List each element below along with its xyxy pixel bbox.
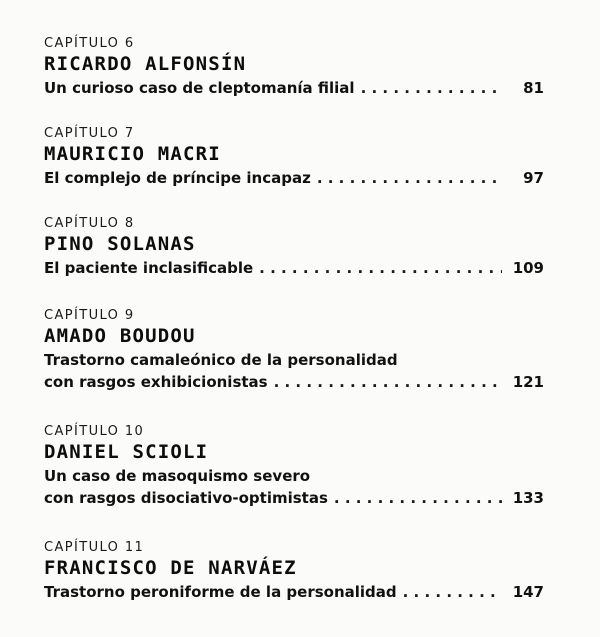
chapter-title: El complejo de príncipe incapaz	[44, 169, 311, 187]
chapter-title: con rasgos exhibicionistas	[44, 373, 268, 391]
chapter-title-line[interactable]	[44, 77, 544, 99]
toc-entry	[44, 36, 544, 99]
dot-leader	[274, 371, 502, 393]
toc-entry	[44, 126, 544, 189]
chapter-title-line[interactable]	[44, 465, 544, 487]
chapter-name: MAURICIO MACRI	[44, 143, 221, 165]
chapter-label: CAPÍTULO 8	[44, 216, 135, 231]
chapter-title: Un curioso caso de cleptomanía filial	[44, 79, 355, 97]
chapter-title-line[interactable]	[44, 371, 544, 393]
chapter-name: RICARDO ALFONSÍN	[44, 53, 247, 75]
chapter-label: CAPÍTULO 11	[44, 540, 145, 555]
chapter-name: DANIEL SCIOLI	[44, 441, 209, 463]
dot-leader	[317, 167, 502, 189]
chapter-name: PINO SOLANAS	[44, 233, 196, 255]
chapter-title: El paciente inclasificable	[44, 259, 254, 277]
page-number: 147	[512, 583, 544, 601]
chapter-title: Un caso de masoquismo severo	[44, 467, 311, 485]
bleed-through-text	[200, 196, 206, 214]
dot-leader	[361, 77, 502, 99]
chapter-label: CAPÍTULO 6	[44, 36, 135, 51]
page-number: 121	[512, 373, 544, 391]
toc-entry	[44, 540, 544, 603]
chapter-title-line[interactable]	[44, 487, 544, 509]
chapter-title: Trastorno camaleónico de la personalidad	[44, 351, 398, 369]
chapter-title-line[interactable]	[44, 581, 544, 603]
toc-entry	[44, 216, 544, 279]
chapter-name: AMADO BOUDOU	[44, 325, 196, 347]
page-number: 97	[523, 169, 544, 187]
toc-entry	[44, 424, 544, 509]
toc-entry	[44, 308, 544, 393]
dot-leader	[334, 487, 502, 509]
dot-leader	[259, 257, 502, 279]
chapter-label: CAPÍTULO 10	[44, 424, 145, 439]
chapter-name: FRANCISCO DE NARVÁEZ	[44, 557, 297, 579]
chapter-title-line[interactable]	[44, 167, 544, 189]
chapter-title: Trastorno peroniforme de la personalidad	[44, 583, 397, 601]
chapter-label: CAPÍTULO 9	[44, 308, 135, 323]
dot-leader	[403, 581, 502, 603]
chapter-title-line[interactable]	[44, 257, 544, 279]
page-number: 133	[512, 489, 544, 507]
page-number: 81	[523, 79, 544, 97]
chapter-label: CAPÍTULO 7	[44, 126, 135, 141]
chapter-title-line[interactable]	[44, 349, 544, 371]
page-number: 109	[512, 259, 544, 277]
chapter-title: con rasgos disociativo-optimistas	[44, 489, 328, 507]
